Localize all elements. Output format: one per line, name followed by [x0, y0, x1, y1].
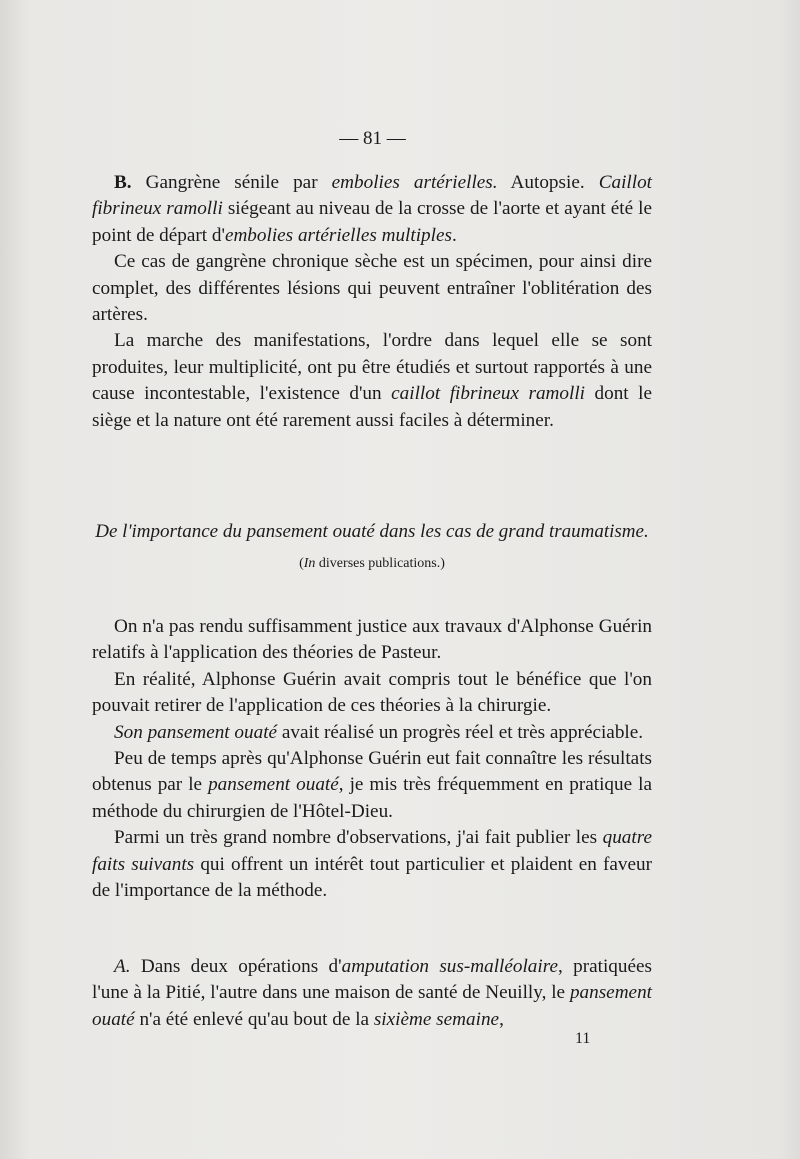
text-run: n'a été enlevé qu'au bout de la: [134, 1008, 374, 1030]
italic-run: pansement ouaté: [92, 982, 652, 1030]
section-b: [92, 170, 652, 434]
paragraph-pansement: [92, 720, 652, 746]
italic-run: sixième semaine: [373, 1008, 500, 1030]
italic-run: Son pansement ouaté: [114, 721, 278, 743]
paragraph-justice: On n'a pas rendu suffisamment justice aux travaux d'Alphonse Guérin relatifs à l'application des théories de Pasteur.: [92, 616, 652, 664]
text-run: (: [299, 556, 304, 571]
paragraph-b-intro: [92, 170, 652, 249]
italic-run: quatre faits suivants: [92, 827, 652, 875]
italic-run: embolies artérielles.: [331, 172, 498, 193]
text-run: Gangrène sénile par: [131, 172, 332, 193]
italic-run: embolies artérielles multiples: [224, 224, 452, 246]
italic-run: caillot fibrineux ramolli: [391, 383, 585, 405]
text-run: Dans deux opérations d': [130, 956, 342, 977]
text-run: dont le siège et la nature ont été rarement aussi faciles à déterminer.: [92, 383, 653, 431]
text-run: Parmi un très grand nombre d'observations, j'ai fait publier les: [114, 827, 603, 849]
page-number: — 81 —: [339, 128, 406, 149]
section-a: [92, 954, 652, 1033]
paragraph-realite: En réalité, Alphonse Guérin avait compris tout le bénéfice que l'on pouvait retirer de l'application de ces théories à la chirurgie.: [92, 668, 652, 717]
paragraph-a-amputation: [92, 954, 652, 1033]
section-source: [92, 556, 652, 572]
label-a: A.: [114, 956, 131, 977]
text-run: avait réalisé un progrès réel et très appréciable.: [277, 721, 644, 743]
section-main: [92, 614, 652, 904]
text-run: qui offrent un intérêt tout particulier et plaident en faveur de l'importance de la méthode.: [92, 853, 652, 902]
section-title: De l'importance du pansement ouaté dans les cas de grand traumatisme.: [95, 521, 649, 542]
text-run: ,: [499, 1008, 504, 1030]
text-run: La marche des manifestations, l'ordre dans lequel elle se sont produites, leur multiplicité, ont pu être étudiés et surtout rapportés à une cause incontestable, l'existence d'un: [92, 330, 652, 405]
paragraph-observations: [92, 825, 652, 904]
italic-run: Caillot fibrineux ramolli: [92, 172, 652, 220]
text-run: , je mis très fréquemment en pratique la méthode du chirurgien de l'Hôtel-Dieu.: [92, 774, 652, 822]
signature-mark: 11: [575, 1030, 591, 1047]
paragraph-b-marche: [92, 328, 652, 434]
text-run: .: [451, 224, 457, 246]
label-b: B.: [114, 172, 132, 193]
text-run: diverses publications.): [315, 556, 445, 571]
text-run: Peu de temps après qu'Alphonse Guérin eut fait connaître les résultats obtenus par le: [92, 748, 652, 796]
italic-run: In: [303, 556, 316, 571]
text-run: , pratiquées l'une à la Pitié, l'autre dans une maison de santé de Neuilly, le: [92, 956, 652, 1004]
text-run: siégeant au niveau de la crosse de l'aorte et ayant été le point de départ d': [92, 198, 652, 246]
paragraph-b-specimen: Ce cas de gangrène chronique sèche est un spécimen, pour ainsi dire complet, des différentes lésions qui peuvent entraîner l'oblitération des artères.: [92, 251, 652, 326]
text-run: Autopsie.: [497, 172, 599, 193]
paragraph-resultats: [92, 746, 652, 825]
italic-run: amputation sus-malléolaire: [341, 956, 559, 977]
italic-run: pansement ouaté: [208, 774, 339, 796]
